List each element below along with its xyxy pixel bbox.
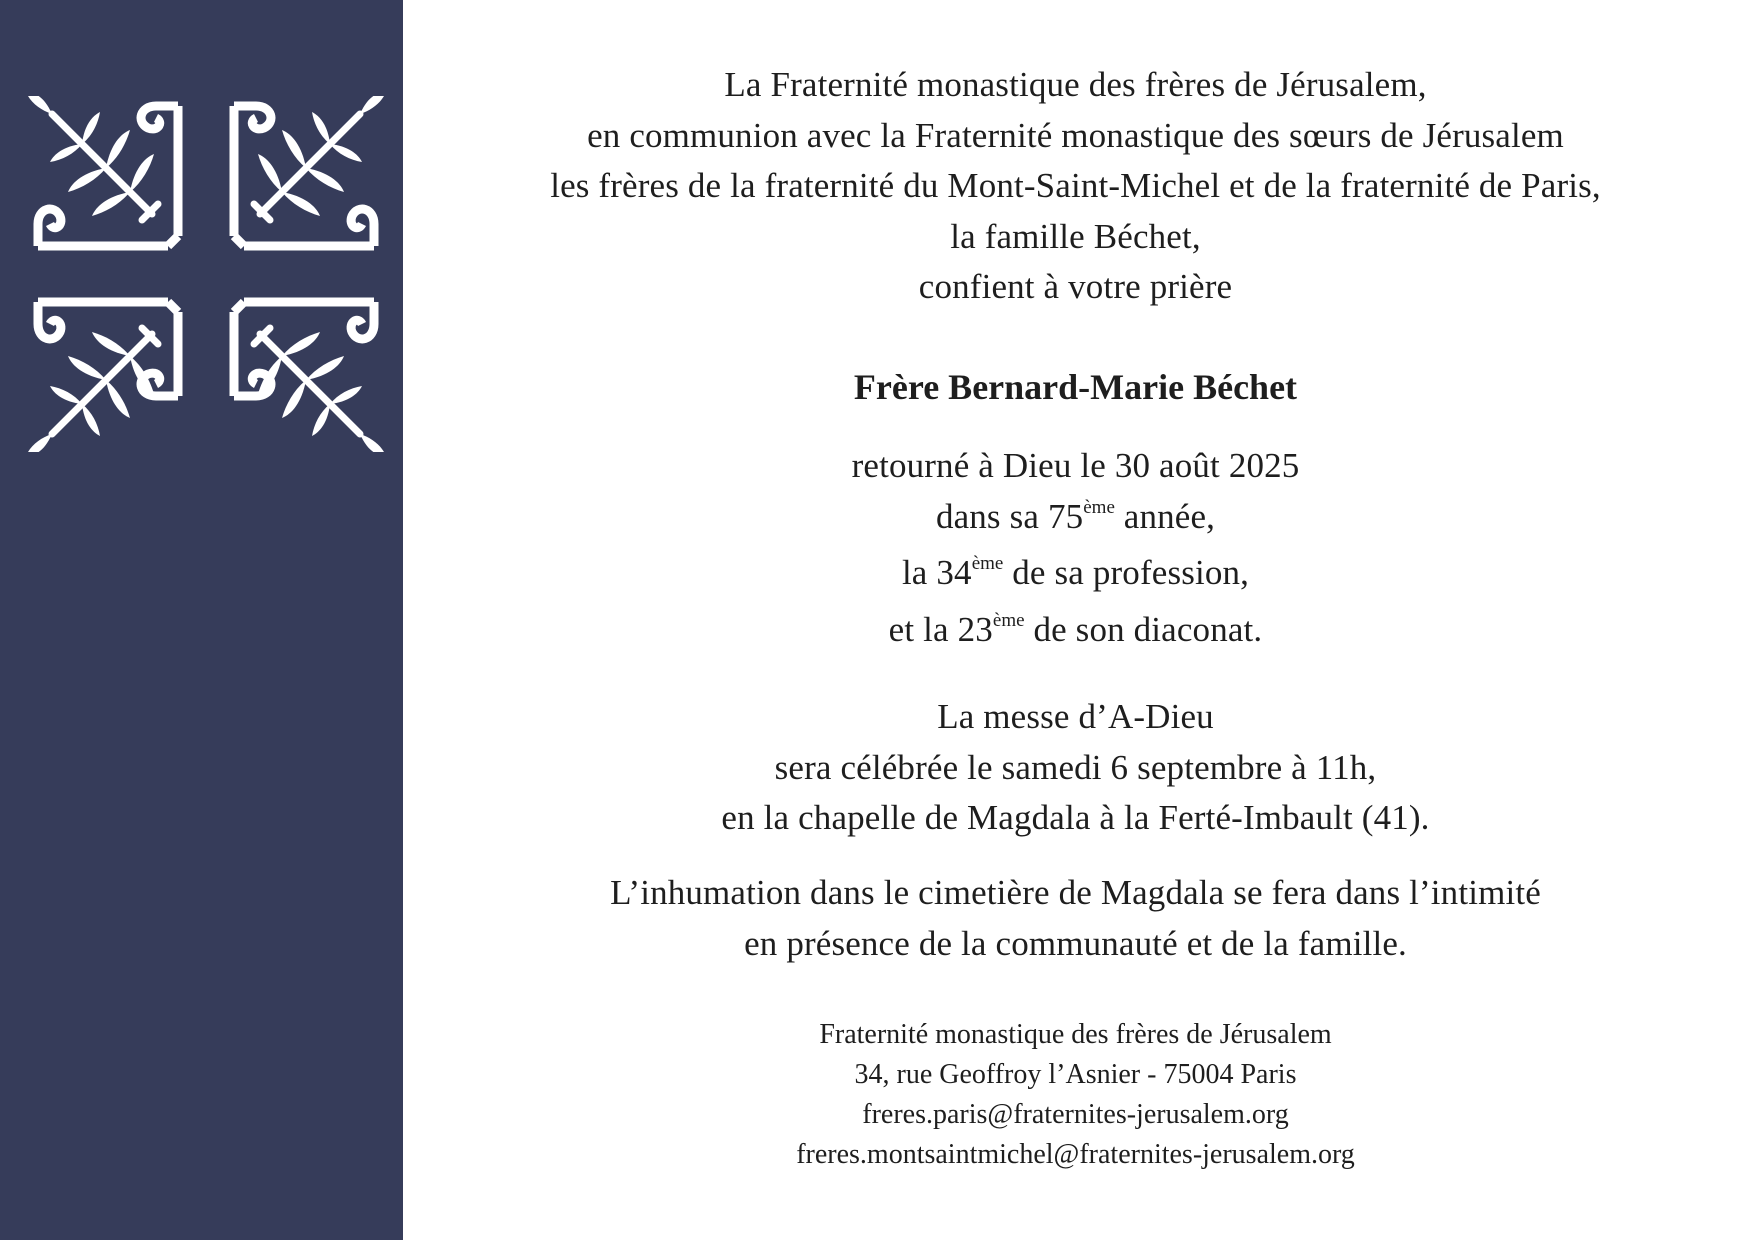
deceased-name: Frère Bernard-Marie Béchet	[853, 367, 1298, 407]
ordinal-suffix: ème	[1083, 496, 1115, 518]
diaconate-line	[403, 605, 1748, 662]
mass-line: en la chapelle de Magdala à la Ferté-Imbault (41).	[721, 798, 1430, 837]
contact-address: 34, rue Geoffroy l’Asnier - 75004 Paris	[854, 1059, 1297, 1090]
age-line	[403, 492, 1748, 549]
name-block	[403, 362, 1748, 412]
jerusalem-cross-with-olive-branches-icon	[28, 96, 384, 452]
age-text: dans sa 75	[935, 496, 1084, 536]
contact-email-montsaintmichel: freres.montsaintmichel@fraternites-jerusalem.org	[796, 1139, 1355, 1170]
contact-block	[403, 1015, 1748, 1175]
age-text-after: année,	[1114, 496, 1216, 536]
diaconate-text-after: de son diaconat.	[1024, 609, 1263, 649]
intro-line: La Fraternité monastique des frères de Jérusalem,	[724, 65, 1427, 104]
ordinal-suffix: ème	[992, 609, 1025, 631]
mass-line: La messe d’A-Dieu	[937, 697, 1214, 736]
burial-block	[403, 868, 1748, 969]
profession-text-after: de sa profession,	[1003, 553, 1250, 592]
death-block	[403, 441, 1748, 661]
announcement-text	[403, 0, 1748, 1240]
profession-text: la 34	[901, 553, 972, 592]
ordinal-suffix: ème	[971, 553, 1004, 574]
intro-line: en communion avec la Fraternité monastique des sœurs de Jérusalem	[587, 115, 1564, 155]
mass-line: sera célébrée le samedi 6 septembre à 11h,	[774, 747, 1377, 787]
contact-org: Fraternité monastique des frères de Jérusalem	[819, 1019, 1332, 1050]
side-band	[0, 0, 403, 1240]
mass-block	[403, 692, 1748, 844]
death-date-line: retourné à Dieu le 30 août 2025	[851, 446, 1300, 485]
diaconate-text: et la 23	[888, 609, 993, 649]
intro-line: les frères de la fraternité du Mont-Saint-Michel et de la fraternité de Paris,	[550, 166, 1601, 205]
profession-line	[403, 548, 1748, 605]
burial-line: L’inhumation dans le cimetière de Magdala se fera dans l’intimité	[610, 873, 1541, 912]
intro-line: la famille Béchet,	[950, 216, 1201, 256]
burial-line: en présence de la communauté et de la famille.	[744, 923, 1407, 963]
intro-line: confient à votre prière	[918, 267, 1233, 306]
intro-block	[403, 60, 1748, 313]
contact-email-paris: freres.paris@fraternites-jerusalem.org	[862, 1099, 1289, 1130]
